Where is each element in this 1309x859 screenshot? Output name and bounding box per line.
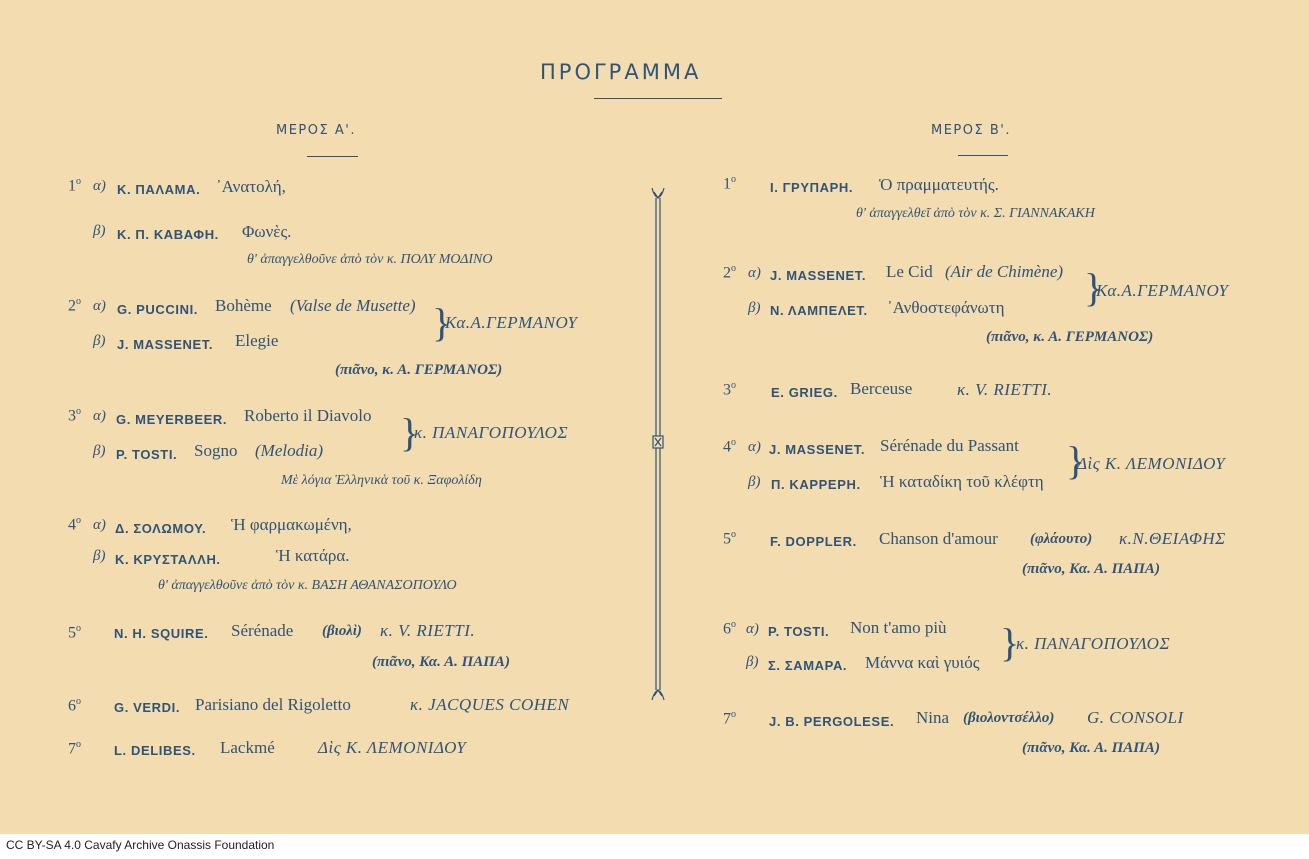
- item-letter: β): [93, 333, 106, 349]
- performer: κ. ΠΑΝΑΓΟΠΟΥΛΟΣ: [414, 423, 569, 442]
- item-letter: β): [748, 474, 761, 490]
- accompaniment-note: (πιᾶνο, Κα. Α. ΠΑΠΑ): [1022, 740, 1160, 756]
- item-number: $5^o$: [68, 623, 81, 642]
- composer: J. MASSENET.: [769, 442, 866, 457]
- item-number: $3^o$: [723, 380, 736, 399]
- work-title: ᾿Ανθοστεφάνωτη: [887, 298, 1005, 317]
- performer: G. CONSOLI: [1087, 708, 1184, 727]
- composer: P. TOSTI.: [116, 447, 178, 462]
- item-letter: α): [93, 178, 106, 194]
- performer: κ. V. RIETTI.: [380, 621, 476, 640]
- performer: Δὶς Κ. ΛΕΜΟΝΙΔΟΥ: [318, 738, 467, 757]
- work-title: Le Cid: [886, 262, 933, 281]
- brace-icon: }: [1084, 265, 1104, 310]
- item-letter: β): [746, 654, 759, 670]
- performer: Κα.Α.ΓΕΡΜΑΝΟΥ: [445, 313, 578, 332]
- work-title: Bohème: [215, 296, 272, 315]
- work-subtitle: (Valse de Musette): [290, 296, 416, 315]
- top-flourish-icon: [652, 188, 664, 198]
- work-title: Ὁ πραμματευτής.: [879, 175, 999, 194]
- composer: P. TOSTI.: [768, 624, 830, 639]
- composer: Ι. ΓΡΥΠΑΡΗ.: [770, 180, 854, 195]
- item-letter: α): [748, 439, 761, 455]
- item-letter: α): [93, 298, 106, 314]
- item-number: $7^o$: [68, 739, 81, 758]
- work-title: Μάννα καὶ γυιός: [865, 653, 980, 672]
- composer: F. DOPPLER.: [770, 534, 857, 549]
- recitation-note: θ' ἀπαγγελθοῦνε ἀπὸ τὸν κ. ΠΟΛΥ ΜΟΔΙΝΟ: [247, 252, 493, 267]
- accompaniment-note: (πιᾶνο, Κα. Α. ΠΑΠΑ): [1022, 561, 1160, 577]
- item-number: $4^o$: [723, 437, 736, 456]
- performer: Δὶς Κ. ΛΕΜΟΝΙΔΟΥ: [1077, 454, 1226, 473]
- item-number: $2^o$: [68, 296, 81, 315]
- composer: G. PUCCINI.: [117, 302, 198, 317]
- composer: N. H. SQUIRE.: [114, 626, 209, 641]
- license-credit: CC BY-SA 4.0 Cavafy Archive Onassis Foundation: [6, 838, 275, 852]
- work-title: Elegie: [235, 331, 279, 350]
- item-letter: α): [746, 621, 759, 637]
- work-title: ᾿Ανατολή,: [216, 177, 286, 196]
- item-letter: α): [93, 408, 106, 424]
- work-title: Φωνὲς.: [242, 222, 292, 241]
- composer: Ν. ΛΑΜΠΕΛΕΤ.: [770, 303, 868, 318]
- work-title: Sérénade du Passant: [880, 436, 1019, 455]
- item-number: $3^o$: [68, 406, 81, 425]
- brace-icon: }: [1000, 620, 1020, 665]
- item-number: $4^o$: [68, 515, 81, 534]
- performer: κ.Ν.ΘΕΙΑΦΗΣ: [1119, 529, 1226, 548]
- composer: Κ. ΚΡΥΣΤΑΛΛΗ.: [115, 552, 221, 567]
- composer: Σ. ΣΑΜΑΡΑ.: [768, 658, 848, 673]
- composer: J. MASSENET.: [117, 337, 214, 352]
- item-letter: β): [748, 300, 761, 316]
- composer: Κ. Π. ΚΑΒΑΦΗ.: [117, 227, 219, 242]
- page-title: ΠΡΟΓΡΑΜΜΑ: [540, 60, 702, 84]
- work-title: Ἡ κατάρα.: [276, 546, 350, 565]
- composer: Π. ΚΑΡΡΕΡΗ.: [771, 477, 861, 492]
- part-a-heading: ΜΕΡΟΣ Α'.: [276, 123, 356, 138]
- instrument: (βιολὶ): [322, 623, 362, 639]
- composer: G. VERDI.: [114, 700, 181, 715]
- item-number: $1^o$: [723, 174, 736, 193]
- part-b-underline: [958, 155, 1008, 156]
- composer: Κ. ΠΑΛΑΜΑ.: [117, 182, 201, 197]
- work-subtitle: (Air de Chimène): [945, 262, 1064, 281]
- work-title: Ἡ καταδίκη τοῦ κλέφτη: [880, 472, 1044, 491]
- work-title: Roberto il Diavolo: [244, 406, 372, 425]
- work-title: Lackmé: [220, 738, 275, 757]
- accompaniment-note: (πιᾶνο, κ. Α. ΓΕΡΜΑΝΟΣ): [986, 329, 1154, 345]
- item-number: $1^o$: [68, 176, 81, 195]
- work-title: Sogno: [194, 441, 238, 460]
- ornamental-divider: [644, 184, 672, 704]
- item-number: $5^o$: [723, 529, 736, 548]
- instrument: (βιολοντσέλλο): [963, 710, 1055, 726]
- lyrics-note: Μὲ λόγια Ἑλληνικὰ τοῦ κ. Ξαφολίδη: [281, 473, 482, 488]
- work-title: Nina: [916, 708, 950, 727]
- composer: E. GRIEG.: [771, 385, 838, 400]
- performer: κ. JACQUES COHEN: [410, 695, 570, 714]
- part-b-heading: ΜΕΡΟΣ Β'.: [931, 123, 1011, 138]
- brace-icon: }: [400, 410, 420, 455]
- bottom-flourish-icon: [652, 690, 664, 700]
- work-title: Parisiano del Rigoletto: [195, 695, 351, 714]
- composer: L. DELIBES.: [114, 743, 196, 758]
- work-title: Chanson d'amour: [879, 529, 998, 548]
- item-letter: β): [93, 548, 106, 564]
- item-letter: α): [93, 517, 106, 533]
- recitation-note: θ' ἀπαγγελθοῦνε ἀπὸ τὸν κ. ΒΑΣΗ ΑΘΑΝΑΣΟΠΟΥΛΟ: [158, 578, 457, 593]
- accompaniment-note: (πιᾶνο, κ. Α. ΓΕΡΜΑΝΟΣ): [335, 362, 503, 378]
- work-title: Ἡ φαρμακωμένη,: [231, 515, 352, 534]
- item-letter: α): [748, 265, 761, 281]
- work-title: Berceuse: [850, 379, 913, 398]
- performer: κ. ΠΑΝΑΓΟΠΟΥΛΟΣ: [1016, 634, 1171, 653]
- performer: Κα.Α.ΓΕΡΜΑΝΟΥ: [1096, 281, 1229, 300]
- item-number: $2^o$: [723, 263, 736, 282]
- accompaniment-note: (πιᾶνο, Κα. Α. ΠΑΠΑ): [372, 654, 510, 670]
- instrument: (φλάουτο): [1030, 531, 1093, 547]
- item-letter: β): [93, 443, 106, 459]
- performer: κ. V. RIETTI.: [957, 380, 1053, 399]
- item-number: $7^o$: [723, 709, 736, 728]
- part-a-underline: [307, 156, 358, 157]
- item-letter: β): [93, 223, 106, 239]
- composer: Δ. ΣΟΛΩΜΟΥ.: [115, 521, 207, 536]
- recitation-note: θ' ἀπαγγελθεῖ ἀπὸ τὸν κ. Σ. ΓΙΑΝΝΑΚΑΚΗ: [856, 206, 1095, 221]
- composer: J. B. PERGOLESE.: [769, 714, 895, 729]
- item-number: $6^o$: [68, 696, 81, 715]
- work-title: Non t'amo più: [850, 618, 947, 637]
- work-title: Sérénade: [231, 621, 294, 640]
- work-subtitle: (Melodia): [255, 441, 323, 460]
- brace-icon: }: [1066, 438, 1086, 483]
- item-number: $6^o$: [723, 619, 736, 638]
- brace-icon: }: [432, 300, 452, 345]
- composer: J. MASSENET.: [770, 268, 867, 283]
- composer: G. MEYERBEER.: [116, 412, 228, 427]
- title-underline: [594, 98, 722, 99]
